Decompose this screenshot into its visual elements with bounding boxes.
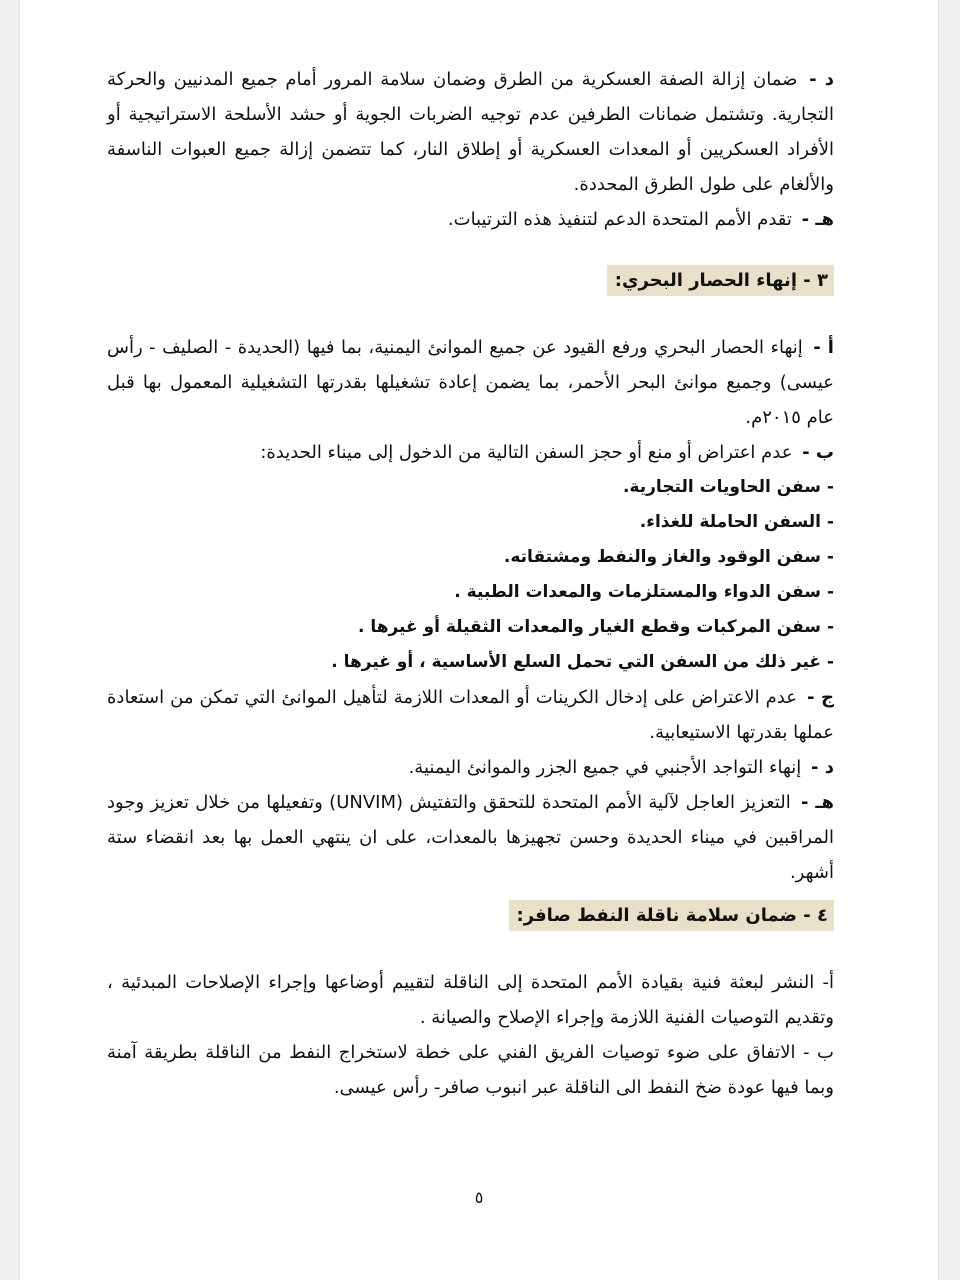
item-text: النشر لبعثة فنية بقيادة الأمم المتحدة إلى الناقلة لتقييم أوضاعها وإجراء الإصلاحات المبدئية ، وتقديم التوصيات الفنية اللازمة وإجراء الإصلاح والصيانة . — [107, 972, 834, 1028]
page-number: ٥ — [474, 1188, 484, 1207]
item-label: ج - — [806, 687, 834, 708]
unvim-acronym: UNVIM — [336, 792, 396, 813]
document-body — [107, 62, 834, 1105]
item-label: ب - — [803, 1042, 834, 1063]
item-text: إنهاء الحصار البحري ورفع القيود عن جميع الموانئ اليمنية، بما فيها (الحديدة - الصليف - رأس عيسى) وجميع موانئ البحر الأحمر، بما يضمن إعادة تشغيلها بقدرتها التشغيلية المعمول بها قبل عام ٢٠١٥م. — [107, 337, 834, 428]
paragraph-2d — [107, 62, 834, 202]
list-item: - سفن الحاويات التجارية. — [622, 477, 834, 497]
paragraph-3d — [107, 750, 834, 785]
paragraph-3j — [107, 680, 834, 750]
item-text-before: التعزيز العاجل لآلية الأمم المتحدة للتحقق والتفتيش ( — [396, 792, 791, 813]
item-label: ب - — [802, 442, 834, 463]
item-text-after: ) وتفعيلها من خلال تعزيز وجود المراقبين في ميناء الحديدة وحسن تجهيزها بالمعدات، على ان ينتهي العمل بها بعد انقضاء ستة أشهر. — [107, 792, 834, 883]
item-text: إنهاء التواجد الأجنبي في جميع الجزر والموانئ اليمنية. — [408, 757, 802, 778]
list-item: - سفن الدواء والمستلزمات والمعدات الطبية . — [454, 582, 834, 602]
list-item: - سفن المركبات وقطع الغيار والمعدات الثقيلة أو غيرها . — [357, 617, 834, 637]
list-item: - سفن الوقود والغاز والنفط ومشتقاته. — [503, 547, 834, 567]
item-label: أ - — [813, 337, 834, 358]
paragraph-2h — [107, 202, 834, 237]
section-heading-text: ٣ - إنهاء الحصار البحري: — [607, 265, 834, 296]
paragraph-3h — [107, 785, 834, 890]
section-heading-text: ٤ - ضمان سلامة ناقلة النفط صافر: — [509, 900, 835, 931]
ships-list — [107, 470, 834, 680]
item-text: الاتفاق على ضوء توصيات الفريق الفني على خطة لاستخراج النفط من الناقلة بطريقة آمنة وبما فيها عودة ضخ النفط الى الناقلة عبر انبوب صافر- رأس عيسى. — [107, 1042, 834, 1098]
item-text: عدم الاعتراض على إدخال الكرينات أو المعدات اللازمة لتأهيل الموانئ التي تمكن من استعادة عملها بقدرتها الاستيعابية. — [107, 687, 834, 743]
item-label: د - — [811, 757, 834, 778]
document-page — [20, 0, 938, 1280]
paragraph-4a — [107, 965, 834, 1035]
paragraph-3b — [107, 435, 834, 470]
list-item: - السفن الحاملة للغذاء. — [639, 512, 834, 532]
item-text: تقدم الأمم المتحدة الدعم لتنفيذ هذه الترتيبات. — [447, 209, 792, 230]
section-heading-4 — [107, 900, 834, 931]
item-label: أ- — [822, 972, 834, 993]
section-heading-3 — [107, 265, 834, 296]
item-label: د - — [809, 69, 834, 90]
item-label: هـ - — [801, 792, 834, 813]
list-item: - غير ذلك من السفن التي تحمل السلع الأساسية ، أو غيرها . — [331, 652, 834, 672]
item-text: عدم اعتراض أو منع أو حجز السفن التالية من الدخول إلى ميناء الحديدة: — [260, 442, 793, 463]
paragraph-4b — [107, 1035, 834, 1105]
item-label: هـ - — [801, 209, 834, 230]
paragraph-3a — [107, 330, 834, 435]
item-text: ضمان إزالة الصفة العسكرية من الطرق وضمان سلامة المرور أمام جميع المدنيين والحركة التجارية. وتشتمل ضمانات الطرفين عدم توجيه الضربات الجوية أو حشد الأسلحة الاستراتيجية أو الأفراد العسكريين أو المعدات العسكرية أو إطلاق النار، كما تتضمن إزالة جميع العبوات الناسفة والألغام على طول الطرق المحددة. — [107, 69, 834, 195]
